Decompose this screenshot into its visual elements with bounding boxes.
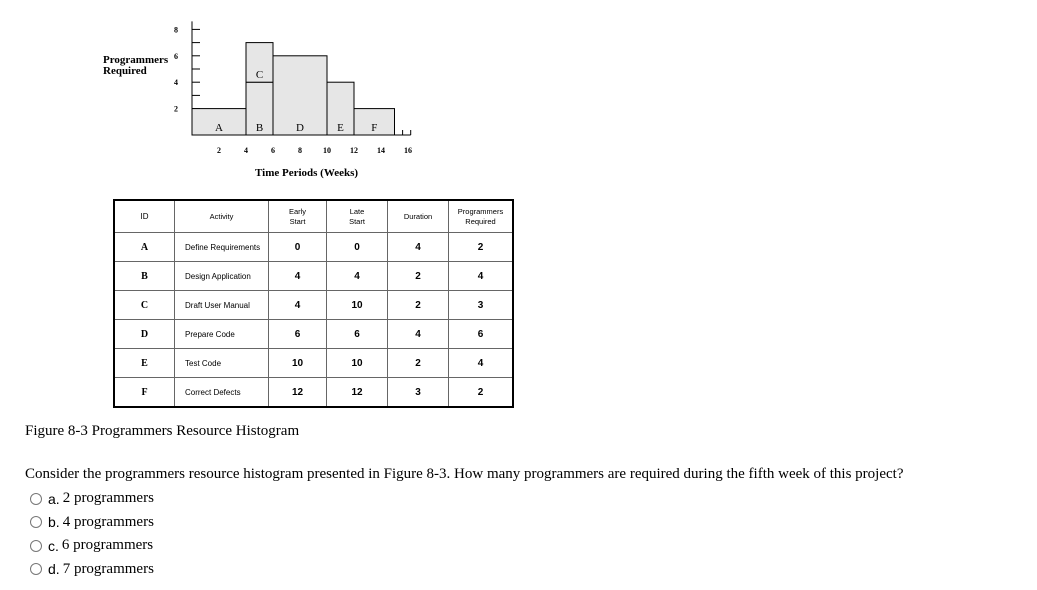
answer-options	[30, 487, 154, 581]
cell-late-start: 10	[327, 349, 388, 378]
question-text: Consider the programmers resource histogram presented in Figure 8-3. How many programmers are required during the fifth week of this project?	[25, 466, 904, 482]
header-late-start	[327, 200, 388, 233]
cell-late-start: 10	[327, 291, 388, 320]
option-b-letter: b.	[48, 514, 60, 531]
cell-id: A	[114, 233, 175, 262]
y-tick-label: 8	[174, 25, 178, 35]
resource-histogram	[95, 20, 455, 190]
x-tick-label: 8	[298, 146, 302, 155]
table-header-row	[114, 200, 513, 233]
cell-duration: 4	[388, 233, 449, 262]
histogram-block-label: E	[337, 122, 344, 134]
option-a-text: 2 programmers	[62, 490, 154, 507]
cell-late-start: 12	[327, 378, 388, 408]
option-a-letter: a.	[48, 490, 60, 507]
cell-id: D	[114, 320, 175, 349]
header-id: ID	[114, 200, 175, 233]
cell-duration: 2	[388, 262, 449, 291]
cell-early-start: 4	[269, 291, 327, 320]
histogram-x-axis-label: Time Periods (Weeks)	[255, 167, 359, 179]
option-c-letter: c.	[48, 537, 59, 554]
header-activity	[175, 200, 269, 233]
histogram-block-label: C	[255, 69, 264, 82]
radio-button-d[interactable]	[30, 563, 42, 575]
x-tick-label: 12	[350, 146, 358, 155]
table-row	[114, 349, 513, 378]
cell-programmers: 4	[449, 262, 514, 291]
histogram-block-label: F	[371, 122, 378, 134]
table-row	[114, 378, 513, 408]
cell-id: F	[114, 378, 175, 408]
header-activity-label: Activity	[209, 211, 234, 221]
header-duration	[388, 200, 449, 233]
option-b[interactable]	[30, 511, 154, 535]
table-row	[114, 320, 513, 349]
table-row	[114, 291, 513, 320]
cell-activity: Define Requirements	[175, 233, 269, 262]
x-tick-label: 6	[271, 146, 275, 155]
cell-id: E	[114, 349, 175, 378]
histogram-plot	[95, 20, 455, 170]
radio-button-b[interactable]	[30, 516, 42, 528]
option-c-text: 6 programmers	[61, 537, 154, 554]
cell-late-start: 4	[327, 262, 388, 291]
cell-activity: Design Application	[175, 262, 269, 291]
histogram-block-label: A	[215, 122, 223, 134]
header-duration-label: Duration	[403, 211, 433, 221]
x-tick-label: 4	[244, 146, 248, 155]
option-d-letter: d.	[48, 561, 60, 578]
histogram-y-axis-label: Programmers Required	[103, 54, 169, 77]
histogram-block-label: D	[296, 122, 304, 134]
option-c[interactable]	[30, 534, 154, 558]
x-tick-label: 14	[377, 146, 385, 155]
cell-duration: 3	[388, 378, 449, 408]
cell-id: B	[114, 262, 175, 291]
activity-table	[113, 199, 514, 408]
cell-programmers: 2	[449, 378, 514, 408]
option-a[interactable]	[30, 487, 154, 511]
cell-early-start: 0	[269, 233, 327, 262]
cell-late-start: 0	[327, 233, 388, 262]
header-late-start-label: Late Start	[349, 206, 365, 226]
cell-id: C	[114, 291, 175, 320]
x-tick-label: 2	[217, 146, 221, 155]
y-tick-label: 2	[174, 104, 178, 114]
cell-early-start: 6	[269, 320, 327, 349]
cell-duration: 4	[388, 320, 449, 349]
cell-activity: Prepare Code	[175, 320, 269, 349]
option-b-text: 4 programmers	[62, 513, 154, 530]
figure-caption: Figure 8-3 Programmers Resource Histogram	[25, 423, 300, 439]
cell-early-start: 12	[269, 378, 327, 408]
x-tick-label: 10	[323, 146, 331, 155]
cell-activity: Correct Defects	[175, 378, 269, 408]
table-row	[114, 233, 513, 262]
option-d-text: 7 programmers	[62, 560, 154, 577]
y-tick-label: 6	[174, 51, 178, 61]
cell-activity: Test Code	[175, 349, 269, 378]
y-tick-label: 4	[174, 78, 178, 88]
cell-early-start: 4	[269, 262, 327, 291]
header-early-start	[269, 200, 327, 233]
x-tick-label: 16	[404, 146, 412, 155]
cell-duration: 2	[388, 349, 449, 378]
cell-programmers: 4	[449, 349, 514, 378]
radio-button-c[interactable]	[30, 540, 42, 552]
cell-programmers: 2	[449, 233, 514, 262]
histogram-block-label: B	[255, 122, 264, 134]
cell-programmers: 6	[449, 320, 514, 349]
cell-duration: 2	[388, 291, 449, 320]
header-programmers-label: Programmers Required	[457, 206, 504, 226]
cell-late-start: 6	[327, 320, 388, 349]
radio-button-a[interactable]	[30, 493, 42, 505]
cell-programmers: 3	[449, 291, 514, 320]
cell-early-start: 10	[269, 349, 327, 378]
table-row	[114, 262, 513, 291]
option-d[interactable]	[30, 558, 154, 582]
cell-activity: Draft User Manual	[175, 291, 269, 320]
header-programmers	[449, 200, 514, 233]
header-early-start-label: Early Start	[288, 206, 307, 226]
